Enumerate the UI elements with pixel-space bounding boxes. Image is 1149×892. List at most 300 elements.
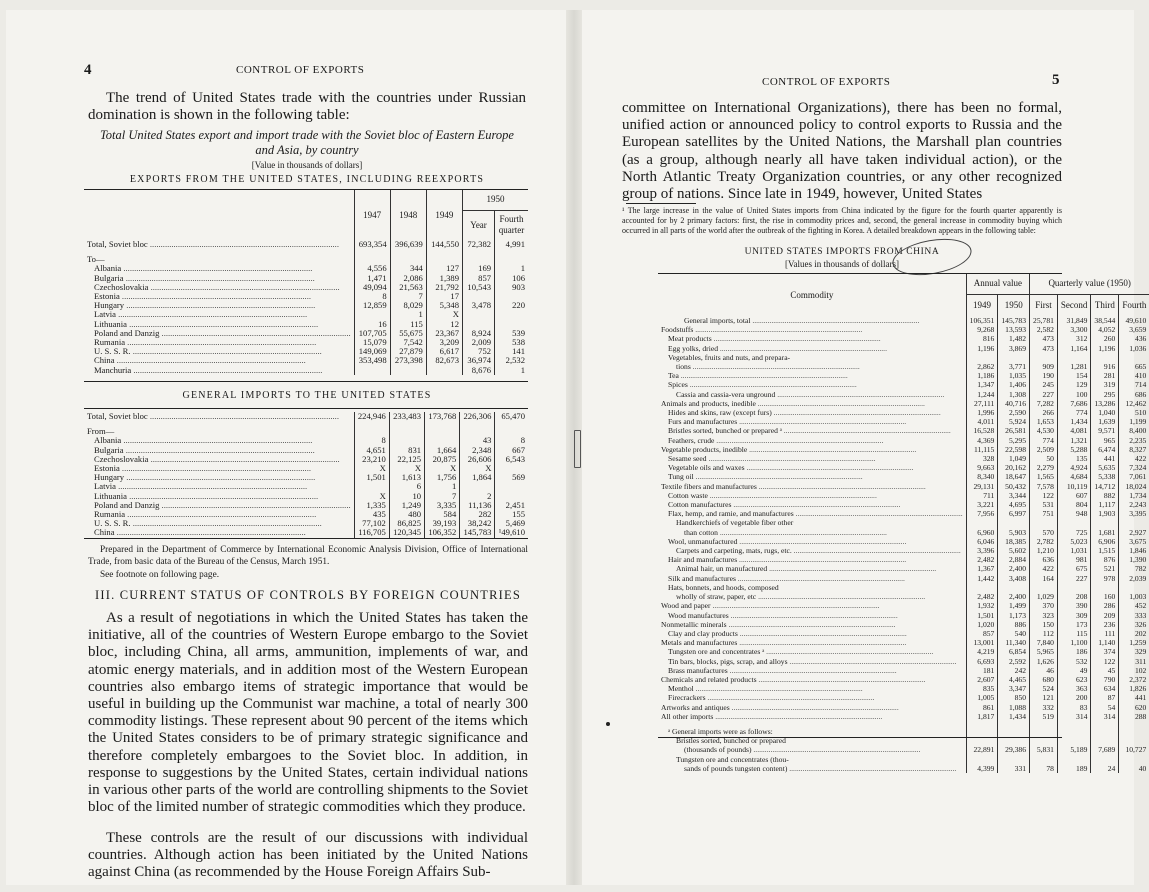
table-cell: 100 — [1057, 390, 1091, 399]
table-row — [84, 412, 528, 421]
commodity-label: Textile fibers and manufactures ..... — [658, 482, 966, 491]
table-cell: 314 — [1091, 712, 1119, 721]
table-cell: 6,693 — [966, 657, 998, 666]
table-cell: 6,997 — [998, 509, 1030, 518]
table-cell: 6,960 — [966, 528, 998, 537]
table-cell: 78 — [1030, 764, 1058, 773]
table-cell — [1030, 755, 1058, 764]
table-cell: 521 — [1091, 564, 1119, 573]
table-cell — [1057, 736, 1091, 745]
table-cell: 1,653 — [1030, 417, 1058, 426]
table-row — [658, 380, 1149, 389]
table-row — [658, 472, 1149, 481]
table-cell: 1,003 — [1119, 592, 1149, 601]
table-cell: 36,974 — [463, 356, 495, 365]
table-cell: 5,189 — [1057, 745, 1091, 754]
table-row — [658, 436, 1149, 445]
table-cell: 233,483 — [389, 412, 424, 421]
country-label: Albania ..... — [84, 436, 354, 445]
table-cell: 208 — [1057, 592, 1091, 601]
table-cell: 224,946 — [354, 412, 389, 421]
table-cell: 9,663 — [966, 463, 998, 472]
table-cell: 1,471 — [354, 274, 390, 283]
table-cell: 8,676 — [463, 366, 495, 375]
table-cell: 288 — [1119, 712, 1149, 721]
table-row — [658, 592, 1149, 601]
commodity-label: Nonmetallic minerals ..... — [658, 620, 966, 629]
commodity-label: Meat products ..... — [658, 334, 966, 343]
table-cell: X — [425, 464, 460, 473]
table-cell: 539 — [495, 329, 528, 338]
table-row — [658, 316, 1149, 325]
table-cell: 5,348 — [426, 301, 462, 310]
commodity-label: Feathers, crude ..... — [658, 436, 966, 445]
country-label: Poland and Danzig ..... — [84, 501, 354, 510]
table-cell: 3,659 — [1119, 325, 1149, 334]
table-cell — [1057, 518, 1091, 527]
table-cell: 3,344 — [998, 491, 1030, 500]
table-cell: 43 — [460, 436, 495, 445]
table-cell: X — [426, 310, 462, 319]
table-cell: 2,482 — [966, 592, 998, 601]
table-cell: 4,684 — [1057, 472, 1091, 481]
table-row — [658, 491, 1149, 500]
table-cell — [1030, 727, 1058, 736]
country-label: Lithuania ..... — [84, 492, 354, 501]
table-row — [658, 463, 1149, 472]
commodity-label: Tea ..... — [658, 371, 966, 380]
table-cell: 7,956 — [966, 509, 998, 518]
commodity-label: Cassia and cassia-vera unground ..... — [658, 390, 966, 399]
table-cell: 11,136 — [460, 501, 495, 510]
table-cell: 27,111 — [966, 399, 998, 408]
table-cell: 49 — [1057, 666, 1091, 675]
table-cell — [1057, 353, 1091, 362]
table-cell: 370 — [1030, 601, 1058, 610]
table-cell: 9,571 — [1091, 426, 1119, 435]
table-cell: X — [354, 464, 389, 473]
commodity-label: Foodstuffs ..... — [658, 325, 966, 334]
continued-paragraph: committee on International Organizations), there has been no formal, unified action or announced policy to control exports to Russia and the European satellites by the United Nations, the Marshall plan countries (as a group, although nearly all have taken individual action), or the North Atlantic Treaty Organization countries, or any other recognized group of nations. Since late in 1949, however, United States — [622, 100, 1062, 203]
table-cell: 27,879 — [390, 347, 426, 356]
country-label: Latvia ..... — [84, 310, 354, 319]
right-page — [582, 10, 1147, 885]
table-cell: 5,635 — [1091, 463, 1119, 472]
table-cell: 2,862 — [966, 362, 998, 371]
table-cell: 473 — [1030, 334, 1058, 343]
table-row — [658, 620, 1149, 629]
table-cell: 10 — [389, 492, 424, 501]
footnote-reference: See footnote on following page. — [100, 570, 220, 580]
table-cell: 5,831 — [1030, 745, 1058, 754]
table-row — [658, 362, 1149, 371]
table-cell: 135 — [1057, 454, 1091, 463]
table-cell: 1,196 — [1091, 344, 1119, 353]
table-cell: 1,406 — [998, 380, 1030, 389]
table-cell: 981 — [1057, 555, 1091, 564]
commodity-label: Sesame seed ..... — [658, 454, 966, 463]
table-cell: 190 — [1030, 371, 1058, 380]
table-cell: 1,826 — [1119, 684, 1149, 693]
table-cell: 916 — [1091, 362, 1119, 371]
table-cell: 6 — [389, 482, 424, 491]
table-cell: 26,606 — [460, 455, 495, 464]
binding-staple — [574, 430, 581, 468]
from-label: From— — [87, 426, 115, 437]
table-cell: 7,282 — [1030, 399, 1058, 408]
table-cell: 8,029 — [390, 301, 426, 310]
table-cell: 1,031 — [1057, 546, 1091, 555]
table-cell — [1119, 353, 1149, 362]
table-cell — [1030, 583, 1058, 592]
table-cell: 45 — [1091, 666, 1119, 675]
table-cell: 7,840 — [1030, 638, 1058, 647]
table-cell — [495, 482, 528, 491]
table-cell: 344 — [390, 264, 426, 273]
table-row — [658, 417, 1149, 426]
table-cell — [966, 755, 998, 764]
table-row — [658, 764, 1149, 773]
paragraph-1: As a result of negotiations in which the United States has taken the initiative, all of the countries of Western Europe embargo to the Soviet bloc, including China, all arms, ammunition, implements of war, and atomic energy materials, and in addition most of the Western European countries also embargo items of strategic importance that would be useful in building up the Communist war machine, a total of nearly 300 commodity listings. These represent about 90 percent of the items which the United States considers to be of primary strategic significance and therefore completely embargoes to the Soviet bloc. In addition, in response to suggestions by the United States, certain individual nations in various other parts of the world are controlling shipments to the Soviet bloc of the limited number of strategic commodities which they produce. — [88, 610, 528, 816]
table-cell: 876 — [1091, 555, 1119, 564]
china-table-title: UNITED STATES IMPORTS FROM CHINA — [744, 247, 940, 257]
table-cell: 5,023 — [1057, 537, 1091, 546]
table-row — [658, 537, 1149, 546]
table-cell — [1119, 736, 1149, 745]
table-cell: 11,115 — [966, 445, 998, 454]
table-cell: 1,281 — [1057, 362, 1091, 371]
table-cell: 711 — [966, 491, 998, 500]
table-cell: 2,782 — [1030, 537, 1058, 546]
table-cell — [966, 727, 998, 736]
table-cell — [1030, 518, 1058, 527]
table-cell: 309 — [1057, 611, 1091, 620]
table-cell: 2,039 — [1119, 574, 1149, 583]
table-cell: 7 — [425, 492, 460, 501]
table-cell: 106,352 — [425, 528, 460, 537]
commodity-label: Carpets and carpeting, mats, rugs, etc. ..... — [658, 546, 966, 555]
table-cell: 5,469 — [495, 519, 528, 528]
table-cell: 4,651 — [354, 446, 389, 455]
running-head: CONTROL OF EXPORTS — [236, 64, 365, 76]
table-cell — [1057, 755, 1091, 764]
country-label: Poland and Danzig ..... — [84, 329, 354, 338]
table-cell: 2,243 — [1119, 500, 1149, 509]
table-cell: 396,639 — [390, 240, 426, 249]
table-cell: 1 — [425, 482, 460, 491]
table-cell: 2,532 — [495, 356, 528, 365]
table-cell: 584 — [425, 510, 460, 519]
table-cell: 538 — [495, 338, 528, 347]
table-cell: 8,924 — [463, 329, 495, 338]
table-cell: 150 — [1030, 620, 1058, 629]
table-cell: 226,306 — [460, 412, 495, 421]
table-cell: 1,626 — [1030, 657, 1058, 666]
table-cell: 3,300 — [1057, 325, 1091, 334]
commodity-label: Tung oil ..... — [658, 472, 966, 481]
table-row — [658, 344, 1149, 353]
imports-title: GENERAL IMPORTS TO THE UNITED STATES — [182, 390, 432, 401]
table-cell: 5,924 — [998, 417, 1030, 426]
col-1949: 1949 — [426, 190, 462, 240]
table-cell: 282 — [460, 510, 495, 519]
table-cell: 363 — [1057, 684, 1091, 693]
table-cell: 1,100 — [1057, 638, 1091, 647]
table-cell: 6,543 — [495, 455, 528, 464]
table-cell: 978 — [1091, 574, 1119, 583]
table-cell: 46 — [1030, 666, 1058, 675]
running-head-right: CONTROL OF EXPORTS — [762, 76, 891, 88]
table-caption: Total United States export and import trade with the Soviet bloc of Eastern Europe and Asia, by country — [100, 128, 514, 157]
table-cell: 145,783 — [998, 316, 1030, 325]
note-label: Bristles sorted, bunched or prepared — [676, 736, 786, 746]
commodity-label: Metals and manufactures ..... — [658, 638, 966, 647]
col-quarterly: Quarterly value (1950) — [1030, 274, 1149, 294]
table-cell: 38,544 — [1091, 316, 1119, 325]
commodity-label: Silk and manufactures ..... — [658, 574, 966, 583]
table-cell: 3,869 — [998, 344, 1030, 353]
table-cell: 1,756 — [425, 473, 460, 482]
table-cell: 1,049 — [998, 454, 1030, 463]
table-cell: 220 — [495, 301, 528, 310]
table-cell: 665 — [1119, 362, 1149, 371]
table-cell: 725 — [1057, 528, 1091, 537]
table-row — [84, 528, 528, 537]
table-cell: 473 — [1030, 344, 1058, 353]
commodity-label: Menthol ..... — [658, 684, 966, 693]
table-cell — [425, 427, 460, 436]
table-cell — [1119, 583, 1149, 592]
commodity-label: Spices ..... — [658, 380, 966, 389]
table-row — [658, 647, 1149, 656]
table-cell: 40 — [1119, 764, 1149, 773]
table-cell: 751 — [1030, 509, 1058, 518]
table-cell: 2,235 — [1119, 436, 1149, 445]
table-cell: 102 — [1119, 666, 1149, 675]
table-cell: 1,501 — [354, 473, 389, 482]
col-1950: 1950 — [463, 190, 529, 210]
table-cell: 1,390 — [1119, 555, 1149, 564]
table-cell: 782 — [1119, 564, 1149, 573]
table-cell: 12,859 — [354, 301, 390, 310]
table-cell: 22,125 — [389, 455, 424, 464]
table-cell: 29,131 — [966, 482, 998, 491]
table-cell: 3,478 — [463, 301, 495, 310]
col-commodity: Commodity — [790, 289, 834, 300]
imports-table — [84, 412, 528, 538]
table-row — [658, 371, 1149, 380]
table-row — [658, 334, 1149, 343]
table-cell: 145,783 — [460, 528, 495, 537]
country-label: Manchuria ..... — [84, 366, 354, 375]
table-cell: 1,932 — [966, 601, 998, 610]
table-cell: 1,565 — [1030, 472, 1058, 481]
table-cell: 25,781 — [1030, 316, 1058, 325]
table-cell: 227 — [1030, 390, 1058, 399]
table-cell: X — [389, 464, 424, 473]
table-cell: 1,117 — [1091, 500, 1119, 509]
table-cell — [1091, 736, 1119, 745]
table-cell: 2,607 — [966, 675, 998, 684]
table-cell: 24 — [1091, 764, 1119, 773]
table-cell: 23,367 — [426, 329, 462, 338]
col-second: Second — [1057, 294, 1091, 316]
table-cell: 1,515 — [1091, 546, 1119, 555]
table-cell: 227 — [1057, 574, 1091, 583]
table-cell — [1057, 583, 1091, 592]
table-cell — [1057, 727, 1091, 736]
table-cell: 441 — [1091, 454, 1119, 463]
table-cell: 2,884 — [998, 555, 1030, 564]
table-cell: 667 — [495, 446, 528, 455]
table-cell: 8 — [495, 436, 528, 445]
table-cell: 5,965 — [1030, 647, 1058, 656]
col-1948: 1948 — [390, 190, 426, 240]
table-cell: 1,864 — [460, 473, 495, 482]
table-cell: 13,286 — [1091, 399, 1119, 408]
section-heading: III. CURRENT STATUS OF CONTROLS BY FOREIGN COUNTRIES — [94, 588, 521, 602]
commodity-label: Wood and paper ..... — [658, 601, 966, 610]
country-label: China ..... — [84, 528, 354, 537]
table-cell: 1,249 — [389, 501, 424, 510]
table-cell — [1119, 518, 1149, 527]
table-cell — [1119, 727, 1149, 736]
table-cell: 82,673 — [426, 356, 462, 365]
table-cell: 1,734 — [1119, 491, 1149, 500]
table-cell: 189 — [1057, 764, 1091, 773]
table-cell: 3,335 — [425, 501, 460, 510]
table-cell: 122 — [1030, 491, 1058, 500]
table-cell: 55,675 — [390, 329, 426, 338]
country-label: Bulgaria ..... — [84, 274, 354, 283]
table-cell: 675 — [1057, 564, 1091, 573]
table-cell: 1 — [495, 264, 528, 273]
table-cell — [1030, 353, 1058, 362]
table-cell: 5,295 — [998, 436, 1030, 445]
table-cell: 4,011 — [966, 417, 998, 426]
table-cell: 1,367 — [966, 564, 998, 573]
country-label: Albania ..... — [84, 264, 354, 273]
table-cell: 112 — [1030, 629, 1058, 638]
table-cell: 774 — [1057, 408, 1091, 417]
table-cell: 1,442 — [966, 574, 998, 583]
table-cell: 634 — [1091, 684, 1119, 693]
table-cell: 20,162 — [998, 463, 1030, 472]
table-cell: 540 — [998, 629, 1030, 638]
table-cell: 181 — [966, 666, 998, 675]
table-row — [658, 601, 1149, 610]
table-cell: 1,308 — [998, 390, 1030, 399]
table-cell: 909 — [1030, 362, 1058, 371]
table-cell: 1,664 — [425, 446, 460, 455]
commodity-label: Cotton waste ..... — [658, 491, 966, 500]
table-row — [658, 611, 1149, 620]
table-cell: 636 — [1030, 555, 1058, 564]
table-cell: 948 — [1057, 509, 1091, 518]
table-cell: 452 — [1119, 601, 1149, 610]
table-cell: 49,610 — [1119, 316, 1149, 325]
table-cell: 1,173 — [998, 611, 1030, 620]
table-cell: 107,705 — [354, 329, 390, 338]
col-third: Third — [1091, 294, 1119, 316]
table-cell: 11,340 — [998, 638, 1030, 647]
table-row — [84, 366, 528, 375]
table-cell: 1,321 — [1057, 436, 1091, 445]
table-cell — [998, 518, 1030, 527]
table-cell: 4,465 — [998, 675, 1030, 684]
table-cell: 1,639 — [1091, 417, 1119, 426]
commodity-label: Hides and skins, raw (except furs) ..... — [658, 408, 966, 417]
table-cell: 154 — [1057, 371, 1091, 380]
general-note: ᵃ General imports were as follows: — [668, 726, 773, 736]
table-cell: 790 — [1091, 675, 1119, 684]
table-cell: 329 — [1119, 647, 1149, 656]
margin-dot — [606, 722, 610, 726]
country-label: Rumania ..... — [84, 338, 354, 347]
table-cell: 8,340 — [966, 472, 998, 481]
table-cell: 7 — [390, 292, 426, 301]
table-cell: X — [460, 464, 495, 473]
table-cell: 18,647 — [998, 472, 1030, 481]
table-cell: 10,543 — [463, 283, 495, 292]
china-imports-table — [658, 274, 1149, 773]
table-cell: 200 — [1057, 693, 1091, 702]
page-number-right: 5 — [1052, 72, 1060, 88]
table-cell: 273,398 — [390, 356, 426, 365]
country-label: Estonia ..... — [84, 292, 354, 301]
table-cell: 5,288 — [1057, 445, 1091, 454]
table-cell: 2,590 — [998, 408, 1030, 417]
table-cell: 510 — [1119, 408, 1149, 417]
table-row — [658, 555, 1149, 564]
table-cell: 532 — [1057, 657, 1091, 666]
table-row — [658, 482, 1149, 491]
table-cell: 2,592 — [998, 657, 1030, 666]
commodity-label: Flax, hemp, and ramie, and manufactures ..... — [658, 509, 966, 518]
table-cell: 149,069 — [354, 347, 390, 356]
table-cell — [390, 366, 426, 375]
country-label: Bulgaria ..... — [84, 446, 354, 455]
table-cell: 436 — [1119, 334, 1149, 343]
country-label: Rumania ..... — [84, 510, 354, 519]
table-cell: 21,792 — [426, 283, 462, 292]
source-note: Prepared in the Department of Commerce by International Economic Analysis Division, Office of International Trade, from basic data of the Bureau of the Census, March 1951. — [88, 545, 528, 567]
table-cell: 129 — [1057, 380, 1091, 389]
table-cell: 40,716 — [998, 399, 1030, 408]
table-cell: 266 — [1030, 408, 1058, 417]
table-cell: 435 — [354, 510, 389, 519]
table-cell: 323 — [1030, 611, 1058, 620]
table-row — [658, 712, 1149, 721]
table-cell: 236 — [1091, 620, 1119, 629]
table-cell: 12,462 — [1119, 399, 1149, 408]
table-cell: 623 — [1057, 675, 1091, 684]
table-cell: 1 — [495, 366, 528, 375]
table-cell: 1,817 — [966, 712, 998, 721]
table-cell: 16,528 — [966, 426, 998, 435]
commodity-label: Vegetable products, inedible ..... — [658, 445, 966, 454]
table-row — [658, 564, 1149, 573]
table-cell: 311 — [1119, 657, 1149, 666]
table-cell: 2,582 — [1030, 325, 1058, 334]
table-cell: 1,244 — [966, 390, 998, 399]
table-cell — [966, 583, 998, 592]
country-label: U. S. S. R. ..... — [84, 347, 354, 356]
table-cell: 7,578 — [1030, 482, 1058, 491]
table-cell: 8 — [354, 436, 389, 445]
table-cell: 569 — [495, 473, 528, 482]
table-cell: 1,029 — [1030, 592, 1058, 601]
